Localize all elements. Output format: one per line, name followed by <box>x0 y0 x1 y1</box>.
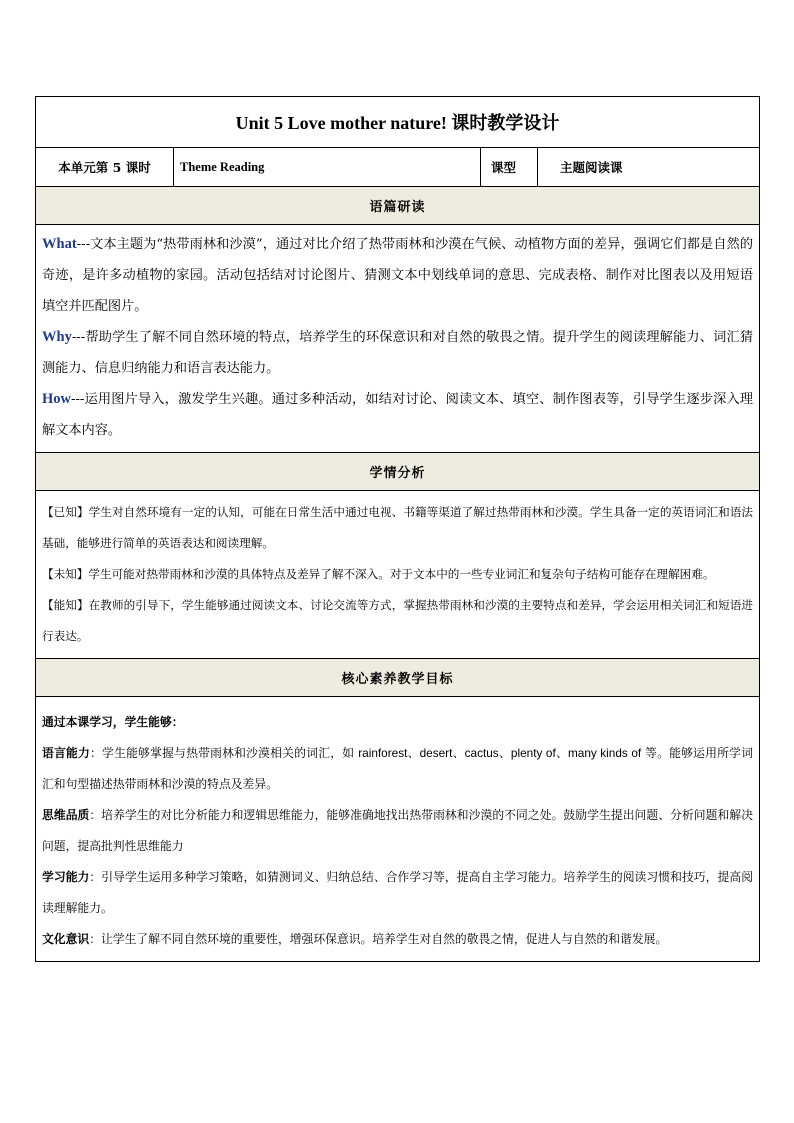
language-label: 语言能力 <box>42 746 91 760</box>
goals-intro: 通过本课学习，学生能够： <box>42 715 184 729</box>
thinking-goal <box>42 800 753 862</box>
culture-label: 文化意识 <box>42 932 90 946</box>
learner-analysis-body <box>36 491 760 659</box>
what-text: ---文本主题为“热带雨林和沙漠”，通过对比介绍了热带雨林和沙漠在气候、动植物方面的差异，强调它们都是自然的奇迹，是许多动植物的家园。活动包括结对讨论图片、猜测文本中划线单词的意思、完成表格、制作对比图表以及用短语填空并匹配图片。 <box>42 237 754 314</box>
document-title: Unit 5 Love mother nature! 课时教学设计 <box>36 97 760 148</box>
learning-goal <box>42 862 753 924</box>
section-header-goals: 核心素养教学目标 <box>36 659 760 697</box>
known-paragraph: 【已知】学生对自然环境有一定的认知，可能在日常生活中通过电视、书籍等渠道了解过热带雨林和沙漠。学生具备一定的英语词汇和语法基础，能够进行简单的英语表达和阅读理解。 <box>42 505 754 550</box>
how-text: ---运用图片导入，激发学生兴趣。通过多种活动，如结对讨论、阅读文本、填空、制作图表等，引导学生逐步深入理解文本内容。 <box>42 392 754 438</box>
thinking-label: 思维品质 <box>42 808 90 822</box>
lesson-name: Theme Reading <box>174 148 481 187</box>
learning-text: ：引导学生运用多种学习策略，如猜测词义、归纳总结、合作学习等，提高自主学习能力。培养学生的阅读习惯和技巧，提高阅读理解能力。 <box>42 870 753 915</box>
why-paragraph <box>42 322 753 384</box>
type-value: 主题阅读课 <box>538 148 760 187</box>
lesson-label: 本单元第 5 课时 <box>36 148 174 187</box>
meta-row <box>36 148 760 187</box>
language-words: rainforest、desert、cactus、plenty of、many kinds of <box>358 746 642 760</box>
what-keyword: What <box>42 236 77 252</box>
type-label: 课型 <box>481 148 538 187</box>
language-text-b: 等。能够运用所学词汇和句型描述热带雨林和沙漠的特点及差异。 <box>42 746 753 791</box>
text-study-body <box>36 225 760 453</box>
language-goal <box>42 738 753 800</box>
why-text: ---帮助学生了解不同自然环境的特点，培养学生的环保意识和对自然的敬畏之情。提升学生的阅读理解能力、词汇猜测能力、信息归纳能力和语言表达能力。 <box>42 330 754 376</box>
why-keyword: Why <box>42 329 72 345</box>
how-paragraph <box>42 384 753 446</box>
able-paragraph: 【能知】在教师的引导下，学生能够通过阅读文本、讨论交流等方式，掌握热带雨林和沙漠的主要特点和差异，学会运用相关词汇和短语进行表达。 <box>42 598 754 643</box>
culture-text: ：让学生了解不同自然环境的重要性，增强环保意识。培养学生对自然的敬畏之情，促进人与自然的和谐发展。 <box>89 932 668 946</box>
learning-label: 学习能力 <box>42 870 90 884</box>
section-header-text-study: 语篇研读 <box>36 187 760 225</box>
what-paragraph <box>42 229 753 322</box>
lesson-plan-table <box>35 96 760 962</box>
goals-body <box>36 697 760 962</box>
culture-goal <box>42 924 753 955</box>
unknown-paragraph: 【未知】学生可能对热带雨林和沙漠的具体特点及差异了解不深入。对于文本中的一些专业词汇和复杂句子结构可能存在理解困难。 <box>42 567 715 581</box>
section-header-learner-analysis: 学情分析 <box>36 453 760 491</box>
language-text-a: ：学生能够掌握与热带雨林和沙漠相关的词汇，如 <box>90 746 359 760</box>
thinking-text: ：培养学生的对比分析能力和逻辑思维能力，能够准确地找出热带雨林和沙漠的不同之处。鼓励学生提出问题、分析问题和解决问题，提高批判性思维能力 <box>42 808 753 853</box>
how-keyword: How <box>42 391 71 407</box>
